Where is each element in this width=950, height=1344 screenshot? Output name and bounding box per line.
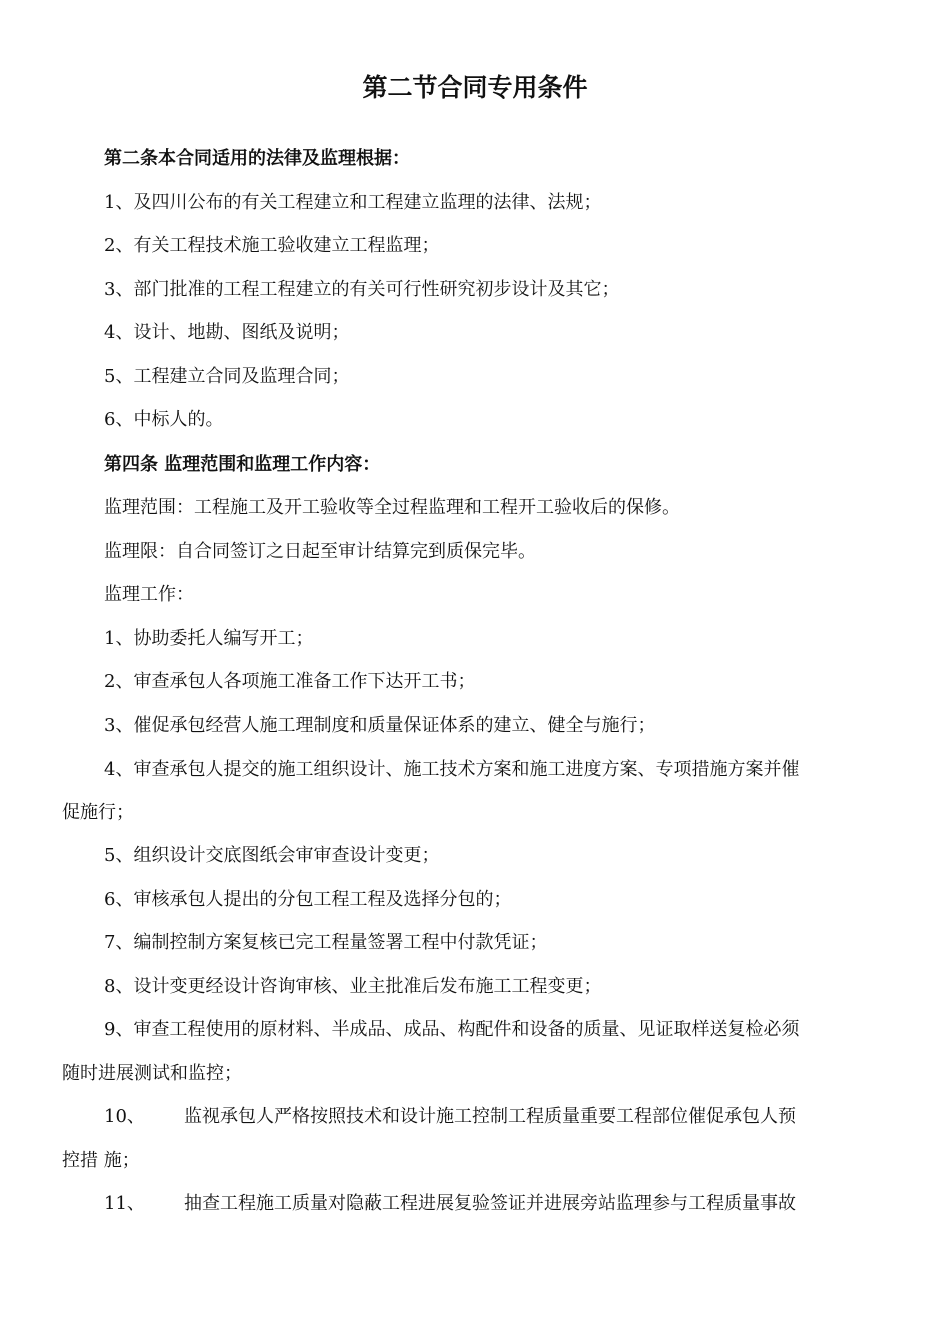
- work-item-11-text: 抽查工程施工质量对隐蔽工程进展复验签证并进展旁站监理参与工程质量事故: [184, 1193, 796, 1214]
- supervision-period: 监理限：自合同签订之日起至审计结算完到质保完毕。: [104, 541, 536, 562]
- section-2-item-2: 2、有关工程技术施工验收建立工程监理；: [104, 235, 440, 256]
- section-2-item-6: 6、中标人的。: [104, 409, 224, 430]
- work-item-11-number: 11、: [104, 1193, 145, 1214]
- work-item-10-number: 10、: [104, 1106, 145, 1127]
- work-item-9: 9、审查工程使用的原材料、半成品、成品、构配件和设备的质量、见证取样送复检必须: [104, 1019, 800, 1040]
- section-2-heading: 第二条本合同适用的法律及监理根据：: [104, 148, 410, 169]
- work-item-7: 7、编制控制方案复核已完工程量签署工程中付款凭证；: [104, 932, 548, 953]
- work-item-8: 8、设计变更经设计咨询审核、业主批准后发布施工工程变更；: [104, 976, 602, 997]
- section-2-item-3: 3、部门批准的工程工程建立的有关可行性研究初步设计及其它；: [104, 279, 620, 300]
- page-title: 第二节合同专用条件: [362, 73, 588, 102]
- work-item-10-text: 监视承包人严格按照技术和设计施工控制工程质量重要工程部位催促承包人预: [184, 1106, 796, 1127]
- work-item-9-continued: 随时进展测试和监控；: [62, 1063, 242, 1084]
- work-item-6: 6、审核承包人提出的分包工程工程及选择分包的；: [104, 889, 512, 910]
- work-item-10: [104, 1104, 796, 1130]
- work-item-4-continued: 促施行；: [62, 802, 134, 823]
- section-2-item-5: 5、工程建立合同及监理合同；: [104, 366, 350, 387]
- section-2-item-1: 1、及四川公布的有关工程建立和工程建立监理的法律、法规；: [104, 192, 602, 213]
- work-item-11: [104, 1191, 796, 1217]
- section-2-item-4: 4、设计、地勘、图纸及说明；: [104, 322, 350, 343]
- work-item-3: 3、催促承包经营人施工理制度和质量保证体系的建立、健全与施行；: [104, 715, 656, 736]
- work-item-4: 4、审查承包人提交的施工组织设计、施工技术方案和施工进度方案、专项措施方案并催: [104, 759, 800, 780]
- supervision-scope: 监理范围：工程施工及开工验收等全过程监理和工程开工验收后的保修。: [104, 497, 680, 518]
- work-item-2: 2、审查承包人各项施工准备工作下达开工书；: [104, 671, 476, 692]
- work-item-1: 1、协助委托人编写开工；: [104, 628, 314, 649]
- section-4-heading: 第四条 监理范围和监理工作内容：: [104, 454, 381, 475]
- work-item-5: 5、组织设计交底图纸会审审查设计变更；: [104, 845, 440, 866]
- work-item-10-continued: 控措 施；: [62, 1150, 140, 1171]
- supervision-work-label: 监理工作：: [104, 584, 194, 605]
